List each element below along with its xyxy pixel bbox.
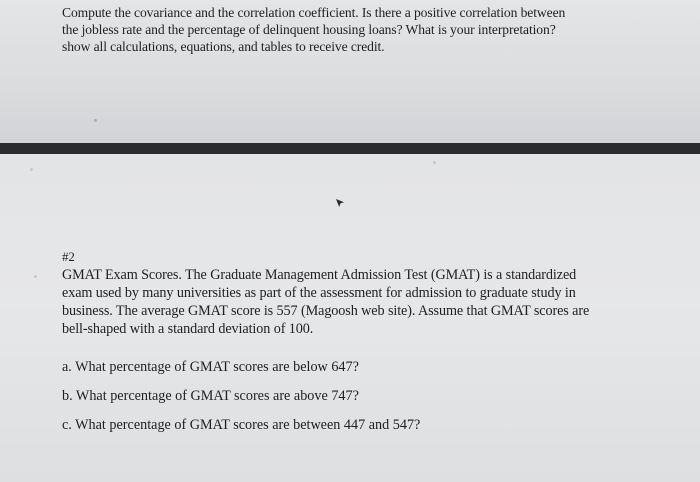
question-2-line: business. The average GMAT score is 557 (Magoosh web site). Assume that GMAT scores are bbox=[62, 303, 590, 319]
question-2-item-a: a. What percentage of GMAT scores are below 647? bbox=[62, 359, 359, 375]
paper-speck bbox=[94, 119, 97, 122]
question-1-text bbox=[62, 4, 565, 55]
question-2-line: bell-shaped with a standard deviation of 100. bbox=[62, 321, 314, 337]
mouse-pointer-icon bbox=[335, 195, 345, 205]
question-2-line: exam used by many universities as part of the assessment for admission to graduate study in bbox=[62, 285, 576, 301]
question-2-paragraph bbox=[62, 266, 589, 338]
question-1-line: Compute the covariance and the correlation coefficient. Is there a positive correlation between bbox=[62, 5, 566, 20]
page-divider bbox=[0, 143, 700, 154]
paper-speck bbox=[30, 168, 33, 171]
question-1-line: the jobless rate and the percentage of delinquent housing loans? What is your interpretation? bbox=[62, 22, 556, 37]
question-1-line: show all calculations, equations, and tables to receive credit. bbox=[62, 39, 385, 54]
question-2-line: GMAT Exam Scores. The Graduate Management Admission Test (GMAT) is a standardized bbox=[62, 267, 577, 283]
paper-speck bbox=[433, 161, 436, 164]
question-2-number: #2 bbox=[62, 249, 75, 264]
question-2-item-c: c. What percentage of GMAT scores are between 447 and 547? bbox=[62, 417, 421, 433]
paper-speck bbox=[34, 275, 37, 278]
question-2-item-b: b. What percentage of GMAT scores are above 747? bbox=[62, 388, 359, 404]
